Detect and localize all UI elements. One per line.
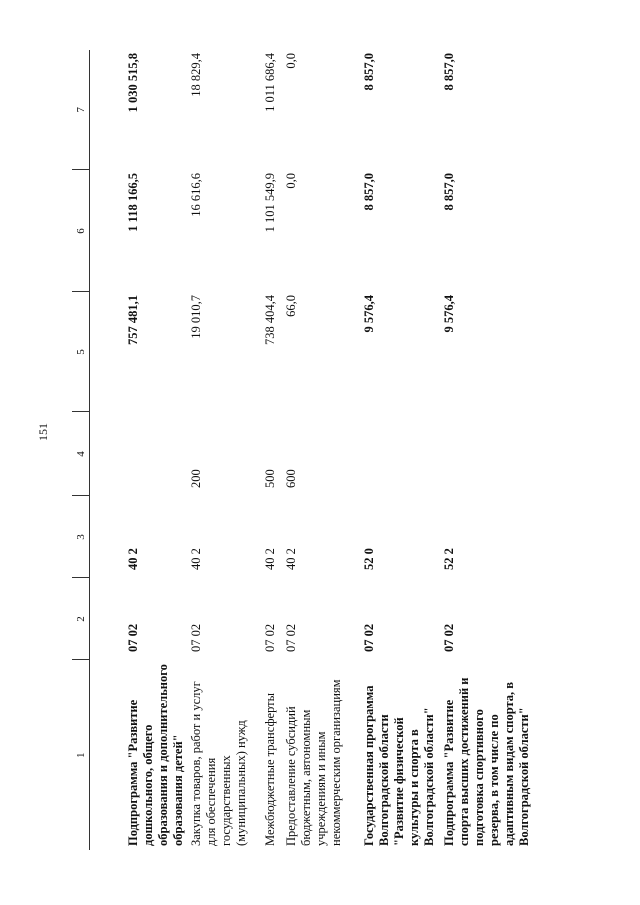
col-header-4: 4	[72, 412, 90, 496]
section-code: 07 02	[284, 623, 298, 652]
budget-table	[72, 50, 532, 850]
program-code: 52 2	[442, 548, 456, 570]
section-code: 07 02	[189, 623, 203, 652]
amount-col6: 16 616,6	[189, 173, 203, 217]
col-header-6: 6	[72, 170, 90, 292]
budget-table-rotated	[72, 50, 617, 850]
program-code: 40 2	[189, 548, 203, 570]
table-row	[344, 50, 437, 850]
row-name: Государственная программа Волгоградской области "Развитие физической культуры и спорта в Волгоградской области"	[362, 685, 436, 846]
row-name: Закупка товаров, работ и услуг для обеспечения государственных (муниципальных) нужд	[189, 681, 248, 846]
col-header-2: 2	[72, 578, 90, 660]
program-code: 40 2	[263, 548, 277, 570]
amount-col7: 1 011 686,4	[263, 53, 277, 112]
amount-col5: 757 481,1	[126, 295, 140, 345]
col-header-7: 7	[72, 50, 90, 170]
amount-col5: 9 576,4	[362, 295, 376, 333]
amount-col5: 66,0	[284, 295, 298, 317]
amount-col7: 8 857,0	[362, 53, 376, 91]
section-code: 07 02	[126, 623, 140, 652]
program-code: 52 0	[362, 548, 376, 570]
page-number: 151	[36, 423, 50, 441]
amount-col6: 1 118 166,5	[126, 173, 140, 232]
row-name: Подпрограмма "Развитие дошкольного, общего образования и дополнительного образования детей"	[126, 664, 185, 846]
amount-col6: 8 857,0	[442, 173, 456, 211]
expense-type-code: 600	[284, 469, 298, 488]
expense-type-code	[90, 412, 187, 496]
program-code: 40 2	[126, 548, 140, 570]
section-code: 07 02	[442, 623, 456, 652]
amount-col7: 0,0	[284, 53, 298, 69]
table-row	[278, 50, 344, 850]
row-name: Межбюджетные трансферты	[263, 692, 277, 846]
row-name: Предоставление субсидий бюджетным, автономным учреждениям и иным некоммерческим организациям	[284, 679, 343, 846]
table-row	[437, 50, 532, 850]
table-row	[90, 50, 187, 850]
expense-type-code	[437, 412, 532, 496]
amount-col5: 19 010,7	[189, 295, 203, 339]
col-header-3: 3	[72, 496, 90, 578]
row-name: Подпрограмма "Развитие спорта высших достижений и подготовка спортивного резерва, в том числе по адаптивным видам спорта, в Волгоградской области"	[442, 677, 531, 846]
expense-type-code: 200	[189, 469, 203, 488]
header-row	[72, 50, 90, 850]
amount-col7: 8 857,0	[442, 53, 456, 91]
program-code: 40 2	[284, 548, 298, 570]
expense-type-code	[344, 412, 437, 496]
amount-col5: 738 404,4	[263, 295, 277, 345]
col-header-1: 1	[72, 660, 90, 850]
amount-col6: 0,0	[284, 173, 298, 189]
section-code: 07 02	[362, 623, 376, 652]
section-code: 07 02	[263, 623, 277, 652]
amount-col7: 18 829,4	[189, 53, 203, 97]
amount-col6: 1 101 549,9	[263, 173, 277, 233]
col-header-5: 5	[72, 292, 90, 412]
amount-col5: 9 576,4	[442, 295, 456, 333]
amount-col6: 8 857,0	[362, 173, 376, 211]
amount-col7: 1 030 515,8	[126, 53, 140, 113]
table-row	[249, 50, 278, 850]
table-row	[186, 50, 249, 850]
expense-type-code: 500	[263, 469, 277, 488]
